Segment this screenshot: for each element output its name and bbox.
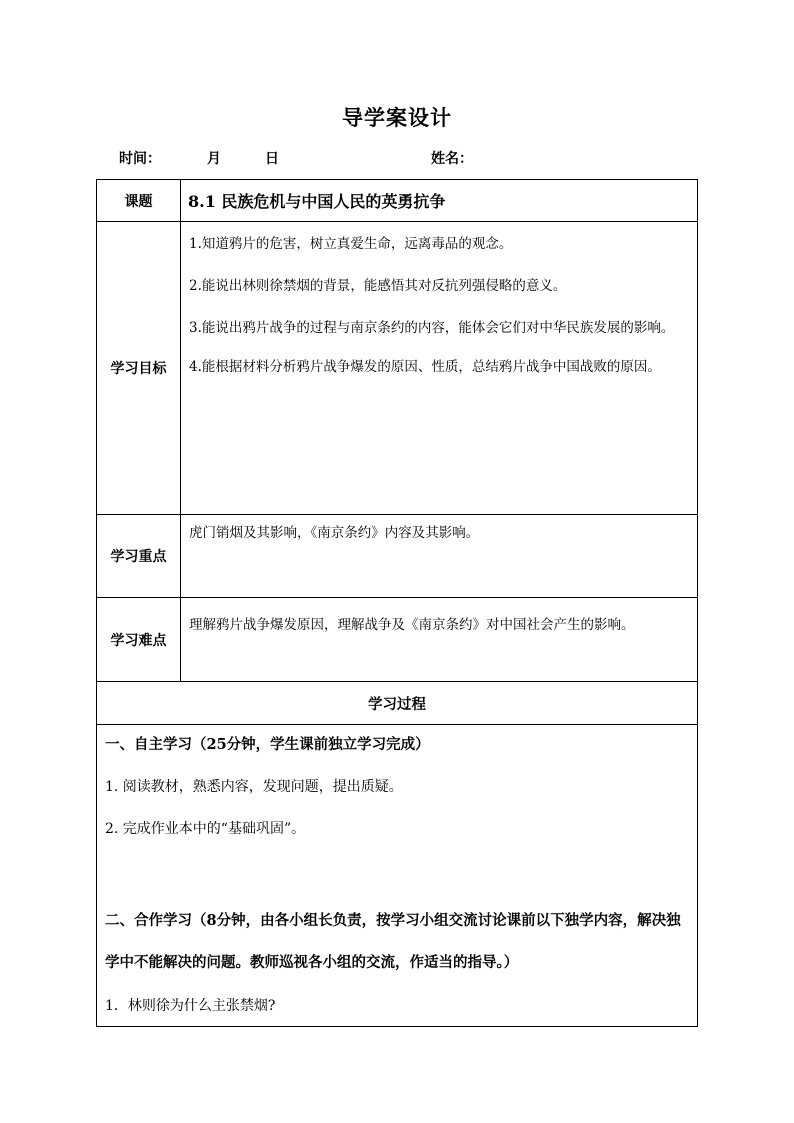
key-content: [181, 515, 698, 598]
process-content: [97, 725, 698, 1027]
month-label: 月: [207, 151, 221, 167]
section2-item: 1．林则徐为什么主张禁烟?: [105, 998, 276, 1014]
lesson-plan-table: [96, 179, 697, 1027]
goal-item: 4.能根据材料分析鸦片战争爆发的原因、性质，总结鸦片战争中国战败的原因。: [189, 359, 661, 375]
goal-item: 3.能说出鸦片战争的过程与南京条约的内容，能体会它们对中华民族发展的影响。: [189, 320, 675, 336]
goals-label: 学习目标: [97, 222, 181, 515]
document-title: 导学案设计: [342, 105, 452, 130]
difficulty-content: [181, 598, 698, 682]
section1-item: 1. 阅读教材，熟悉内容，发现问题，提出质疑。: [105, 779, 403, 795]
topic-row: [97, 180, 698, 222]
difficulty-text: 理解鸦片战争爆发原因，理解战争及《南京条约》对中国社会产生的影响。: [189, 617, 635, 633]
section1-title: 一、自主学习（25分钟，学生课前独立学习完成）: [105, 736, 430, 753]
goals-row: [97, 222, 698, 515]
day-label: 日: [265, 151, 279, 167]
key-row: [97, 515, 698, 598]
difficulty-row: [97, 598, 698, 682]
name-label: 姓名：: [431, 151, 473, 167]
section2-title: 二、合作学习（8分钟，由各小组长负责，按学习小组交流讨论课前以下独学内容，解决独学中不能解决的问题。教师巡视各小组的交流，作适当的指导。）: [105, 912, 681, 971]
goals-content: [181, 222, 698, 515]
process-row: [97, 725, 698, 1027]
time-label: 时间：: [119, 151, 161, 167]
topic-label: 课题: [97, 180, 181, 222]
difficulty-label: 学习难点: [97, 598, 181, 682]
key-text: 虎门销烟及其影响，《南京条约》内容及其影响。: [189, 525, 480, 541]
key-label: 学习重点: [97, 515, 181, 598]
process-header: 学习过程: [97, 682, 698, 725]
section1-item: 2. 完成作业本中的“基础巩固”。: [105, 821, 306, 837]
goal-item: 2.能说出林则徐禁烟的背景，能感悟其对反抗列强侵略的意义。: [189, 278, 567, 294]
topic-value: 8.1 民族危机与中国人民的英勇抗争: [181, 180, 698, 222]
goal-item: 1.知道鸦片的危害，树立真爱生命，远离毒品的观念。: [189, 236, 513, 252]
process-header-row: [97, 682, 698, 725]
